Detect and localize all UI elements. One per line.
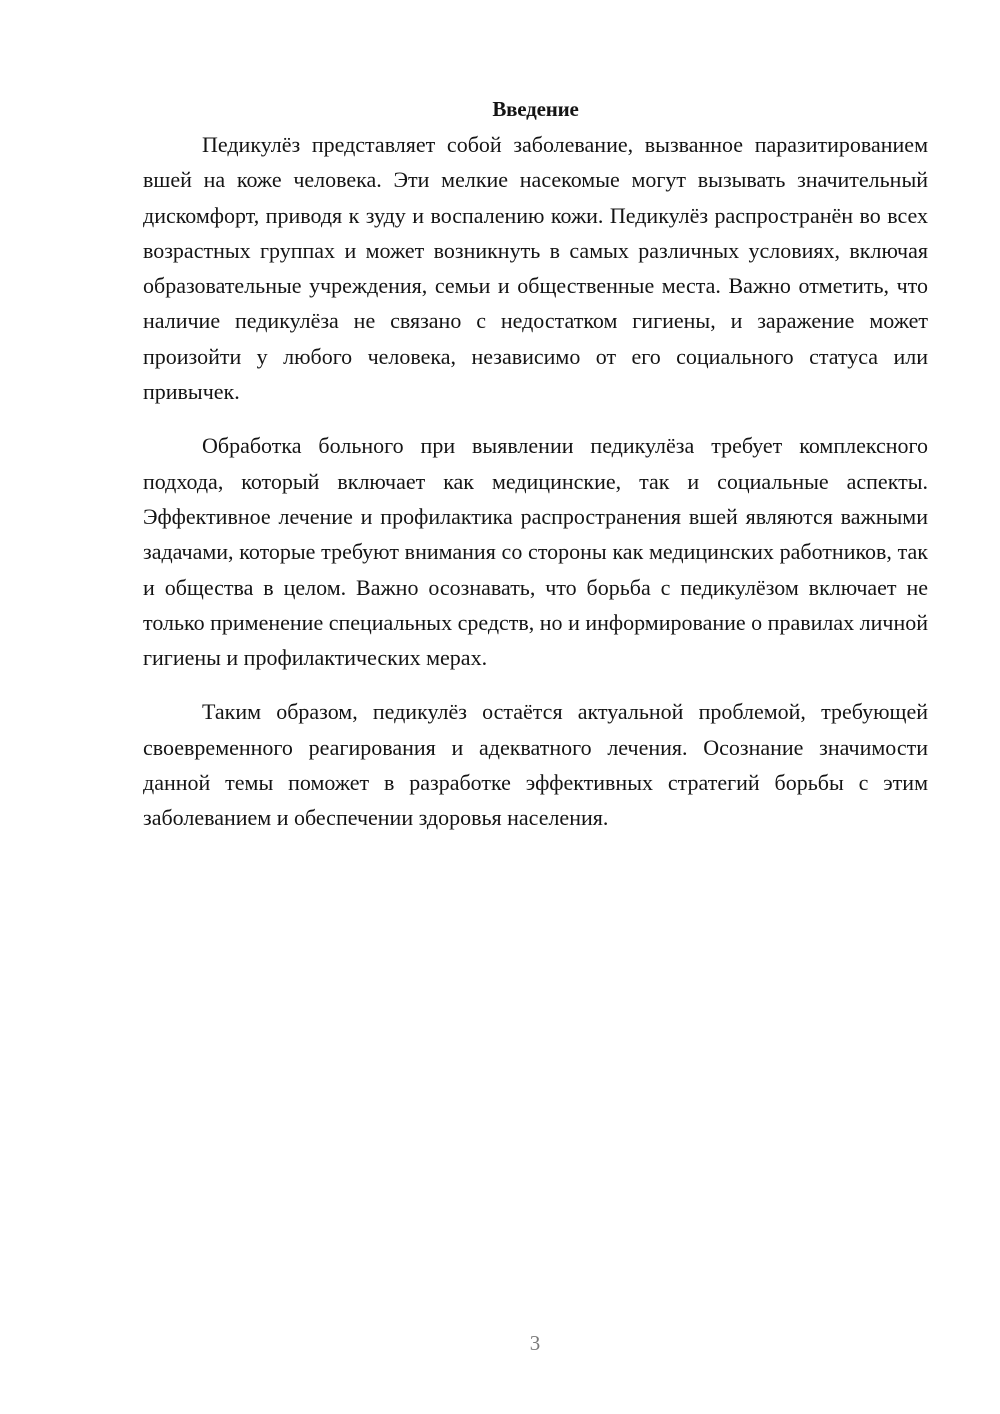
page-content	[143, 92, 928, 836]
page-number: 3	[529, 1331, 541, 1355]
section-heading: Введение	[492, 97, 579, 121]
paragraph-2: Обработка больного при выявлении педикулёза требует комплексного подхода, который включает как медицинские, так и социальные аспекты. Эффективное лечение и профилактика распространения вшей являются важными задачами, которые требуют внимания со стороны как медицинских работников, так и общества в целом. Важно осознавать, что борьба с педикулёзом включает не только применение специальных средств, но и информирование о правилах личной гигиены и профилактических мерах.	[143, 433, 928, 671]
paragraph-1: Педикулёз представляет собой заболевание, вызванное паразитированием вшей на коже человека. Эти мелкие насекомые могут вызывать значительный дискомфорт, приводя к зуду и воспалению кожи. Педикулёз распространён во всех возрастных группах и может возникнуть в самых различных условиях, включая образовательные учреждения, семьи и общественные места. Важно отметить, что наличие педикулёза не связано с недостатком гигиены, и заражение может произойти у любого человека, независимо от его социального статуса или привычек.	[143, 132, 928, 405]
paragraph-3: Таким образом, педикулёз остаётся актуальной проблемой, требующей своевременного реагирования и адекватного лечения. Осознание значимости данной темы поможет в разработке эффективных стратегий борьбы с этим заболеванием и обеспечении здоровья населения.	[143, 699, 928, 831]
